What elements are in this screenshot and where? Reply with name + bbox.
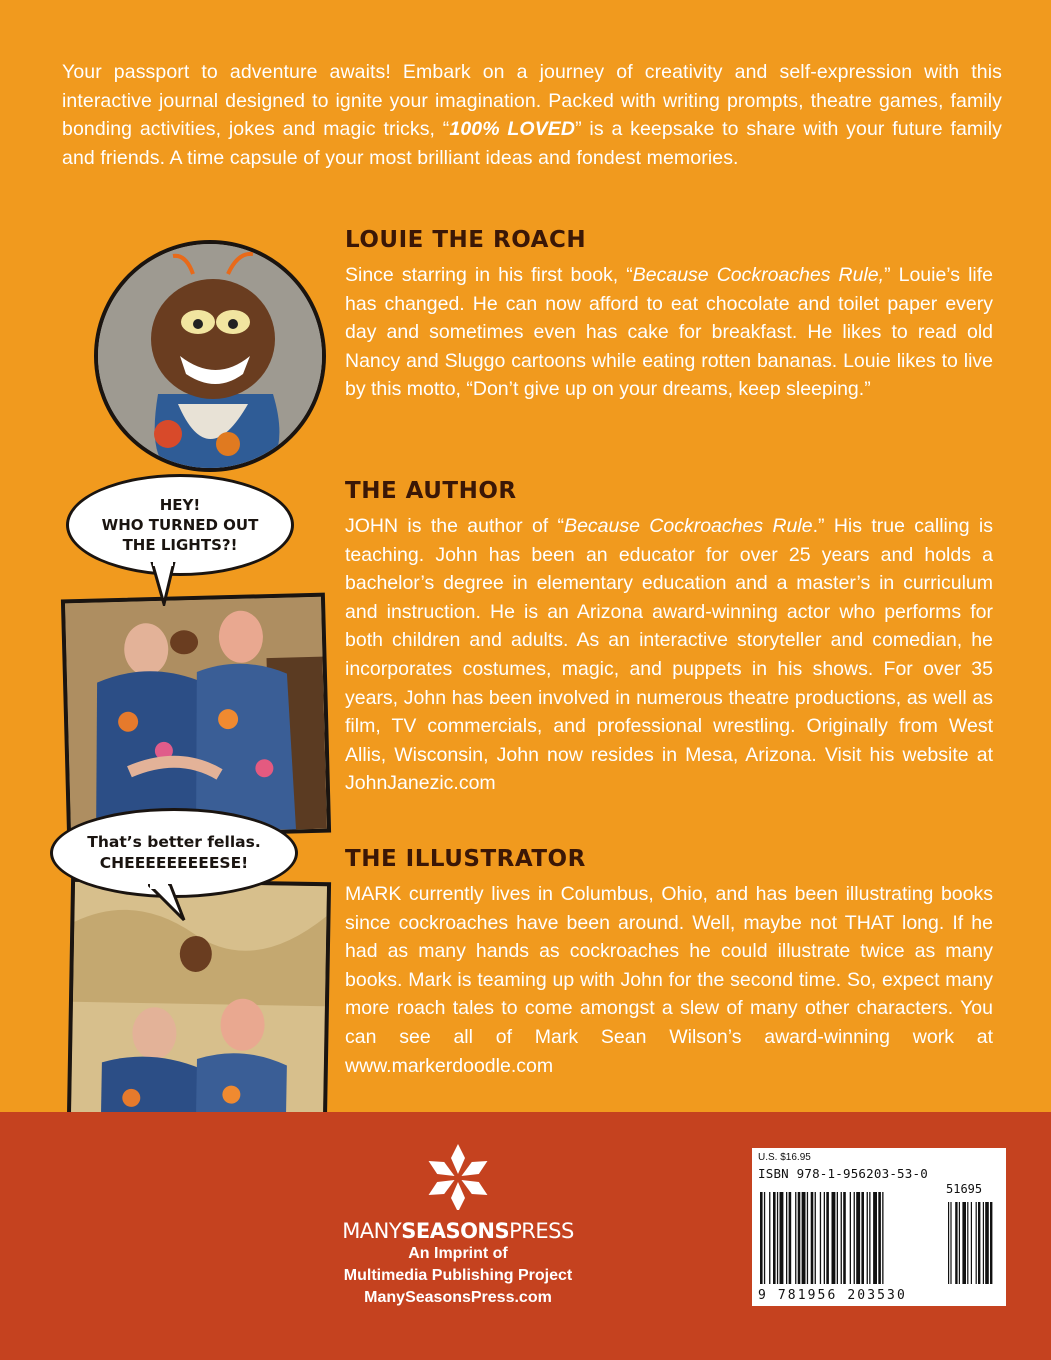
illustrator-bio: MARK currently lives in Columbus, Ohio, and has been illustrating books since cockroaches have been around. Well, maybe not THAT long. If he had as many hands as cockroaches he could illustrate twice as many books. Mark is teaming up with John for the second time. So, expect many more roach tales to come amongst a slew of many other characters. You can see all of Mark Sean Wilson’s award-winning work at www.markerdoodle.com bbox=[345, 883, 993, 1077]
author-bio-end: .” His true calling is teaching. John has been an educator for over 25 years and holds a bachelor’s degree in elementary education and a master’s in curriculum and instruction. He is an Arizona award-winning actor who performs for both children and adults. As an interactive storyteller and comedian, he incorporates costumes, magic, and puppets in his shows. For over 35 years, John has been involved in numerous theatre productions, as well as film, TV commercials, and professional wrestling. Originally from West Allis, Wisconsin, John now resides in Mesa, Arizona. Visit his website at JohnJanezic.com bbox=[345, 515, 993, 795]
description-text-start: Your passport to adventure awaits! Embark on a journey of creativity and self-expression with this interactive journal designed to ignite your imagination. Packed with writing prompts, theatre games, family bonding activities, jokes and magic tricks, “ bbox=[62, 61, 1002, 140]
bubble2-line-1: That’s better fellas. bbox=[87, 833, 261, 851]
author-with-puppet-image bbox=[65, 597, 327, 836]
author-bio-start: JOHN is the author of “ bbox=[345, 515, 565, 537]
louie-roach-puppet-image bbox=[98, 244, 322, 468]
louie-bio-end: ” Louie’s life has changed. He can now afford to eat chocolate and toilet paper every day and sometimes even has cake for breakfast. He likes to read old Nancy and Sluggo cartoons while eating rotten bananas. Louie likes to live by this motto, “Don’t give up on your dreams, keep sleeping.” bbox=[345, 264, 994, 401]
barcode-price: U.S. $16.95 bbox=[758, 1152, 811, 1163]
book-title: 100% LOVED bbox=[449, 118, 576, 140]
publisher-block bbox=[318, 1140, 598, 1309]
author-section bbox=[345, 478, 993, 798]
louie-bio bbox=[345, 261, 993, 404]
louie-book-title: Because Cockroaches Rule, bbox=[632, 264, 885, 286]
book-description bbox=[62, 58, 1002, 172]
imprint-line: An Imprint of bbox=[408, 1245, 508, 1262]
louie-heading: LOUIE THE ROACH bbox=[345, 227, 587, 253]
bubble-line-3: THE LIGHTS?! bbox=[122, 536, 238, 554]
author-book-title: Because Cockroaches Rule bbox=[564, 515, 813, 537]
illustrator-section bbox=[345, 846, 993, 1080]
louie-photo bbox=[94, 240, 326, 472]
louie-bio-start: Since starring in his first book, “ bbox=[345, 264, 633, 286]
speech-bubble-lights bbox=[66, 474, 294, 576]
barcode-addon-number: 51695 bbox=[946, 1182, 983, 1196]
author-heading: THE AUTHOR bbox=[345, 478, 517, 504]
bubble-line-2: WHO TURNED OUT bbox=[101, 516, 259, 534]
barcode-digits: 9 781956 203530 bbox=[758, 1288, 907, 1303]
illustrator-heading: THE ILLUSTRATOR bbox=[345, 846, 586, 872]
publisher-name-seasons: SEASONS bbox=[401, 1219, 510, 1243]
parent-publisher: Multimedia Publishing Project bbox=[343, 1267, 573, 1284]
publisher-website: ManySeasonsPress.com bbox=[364, 1289, 552, 1306]
publisher-name-press: PRESS bbox=[509, 1219, 574, 1243]
author-photo-dark bbox=[61, 593, 331, 840]
publisher-name-many: MANY bbox=[342, 1219, 402, 1243]
publisher-name bbox=[318, 1219, 598, 1243]
bubble-tail-1 bbox=[150, 562, 180, 606]
barcode-isbn: ISBN 978-1-956203-53-0 bbox=[758, 1166, 928, 1181]
bubble-line-1: HEY! bbox=[159, 496, 201, 514]
bubble-tail-2 bbox=[148, 884, 188, 924]
bubble2-line-2: CHEEEEEEEEESE! bbox=[99, 854, 249, 872]
flower-logo-icon bbox=[413, 1140, 503, 1210]
description-text-end: ” is a keepsake to share with your future family and friends. A time capsule of your most brilliant ideas and fondest memories. bbox=[62, 118, 1002, 169]
louie-section bbox=[345, 227, 993, 404]
isbn-barcode bbox=[752, 1148, 1006, 1306]
barcode-bars-icon bbox=[760, 1192, 1000, 1288]
author-bio bbox=[345, 512, 993, 798]
